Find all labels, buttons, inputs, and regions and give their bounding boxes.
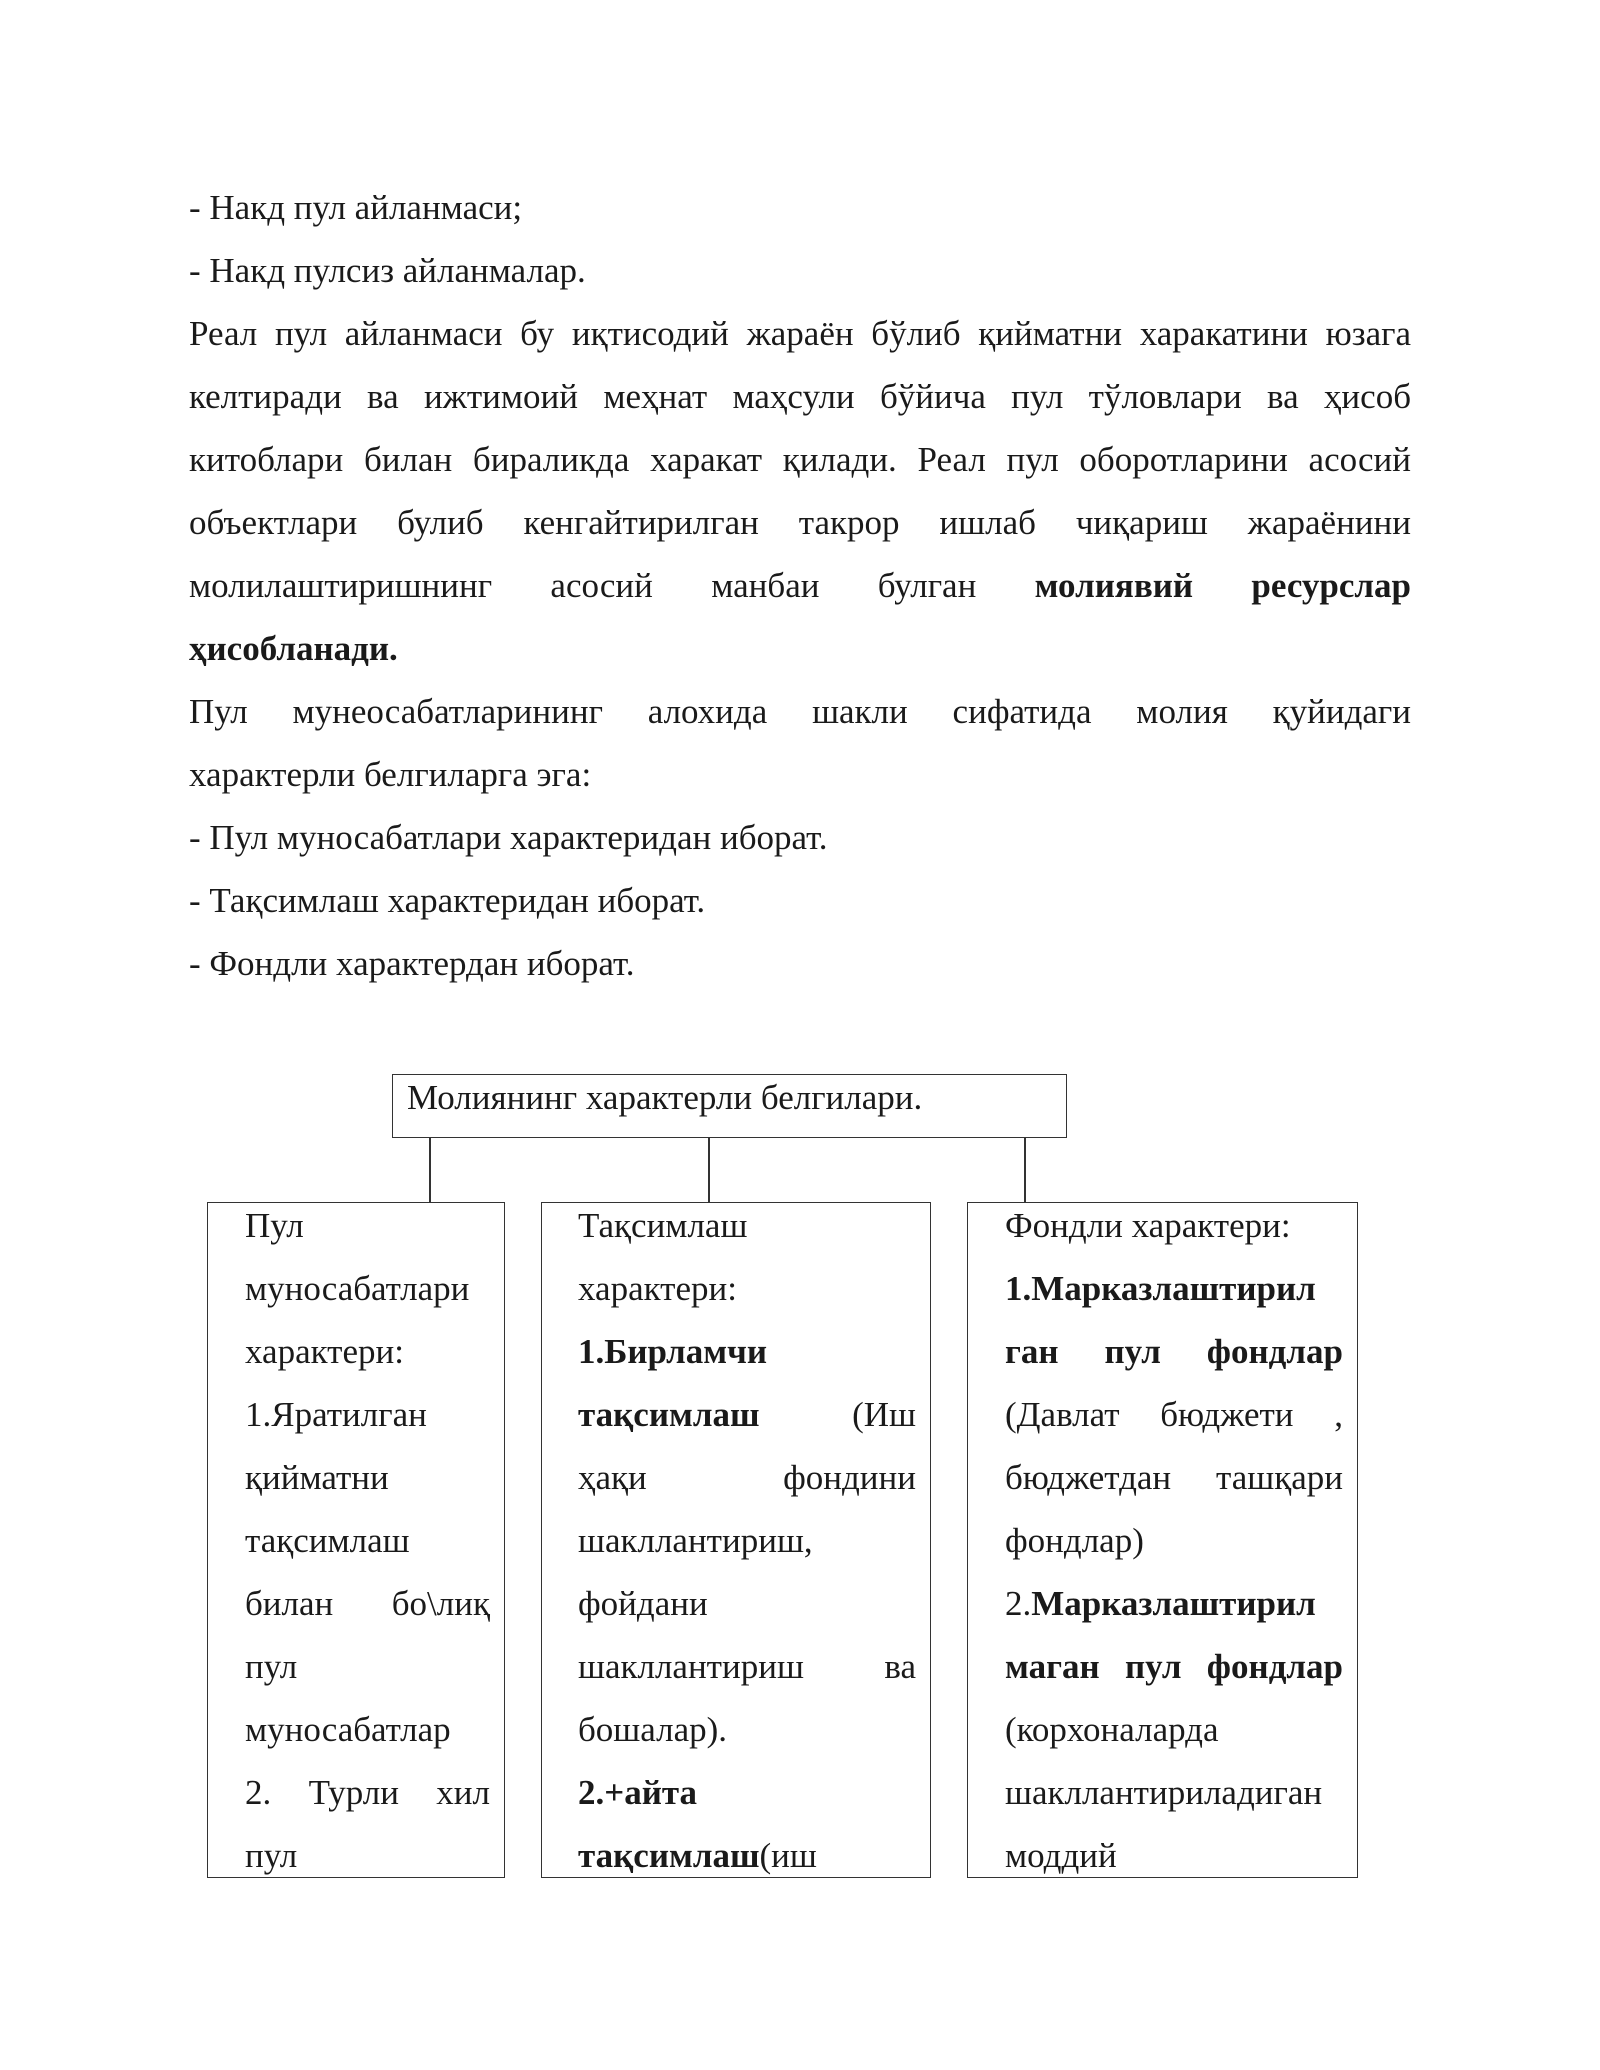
box-line: шакллантириш, (578, 1521, 813, 1560)
bold-term: Марказлаштирил (1031, 1584, 1316, 1623)
box-line: билан бо\лиқ (245, 1584, 490, 1623)
box-line: шакллантириш ва (578, 1647, 916, 1686)
box-line: муносабатлар (245, 1710, 451, 1749)
paragraph-characteristics (189, 680, 1411, 806)
bold-term: 2.+айта (578, 1773, 697, 1812)
paragraph-line: китоблари билан бираликда харакат қилади. Реал пул оборотларини асосий (189, 440, 1411, 479)
paragraph-line: келтиради ва ижтимоий меҳнат маҳсули бўйича пул тўловлари ва ҳисоб (189, 377, 1411, 416)
box-line: моддий (1005, 1836, 1117, 1875)
box-line: Тақсимлаш (578, 1206, 748, 1245)
bold-term: 1.Марказлаштирил (1005, 1269, 1316, 1308)
box-line: характери: (245, 1332, 404, 1371)
box-line: ҳақи фондини (578, 1458, 916, 1497)
box-line (1005, 1635, 1343, 1698)
box-line: тақсимлаш (245, 1521, 410, 1560)
box-line: (Давлат бюджети , (1005, 1395, 1343, 1434)
box-line: пул (245, 1647, 298, 1686)
paragraph-line (189, 554, 1411, 617)
paragraph-real-money (189, 302, 1411, 680)
box-fund-text (1005, 1194, 1343, 1887)
bold-term: маган пул фондлар (1005, 1647, 1343, 1686)
box-line: пул (245, 1836, 298, 1875)
paragraph-line: Реал пул айланмаси бу иқтисодий жараён бўлиб қийматни харакатини юзага (189, 314, 1411, 353)
box-text-normal: (иш (759, 1836, 817, 1875)
box-line (578, 1383, 916, 1446)
diagram-top-box (392, 1074, 1067, 1138)
box-line: фондлар) (1005, 1521, 1144, 1560)
box-line: шакллантириладиган (1005, 1773, 1323, 1812)
box-line: муносабатлари (245, 1269, 470, 1308)
list-item: - Накд пул айланмаси; (189, 188, 523, 227)
bold-term: ҳисобланади. (189, 629, 398, 668)
box-line (1005, 1257, 1343, 1320)
box-line: фойдани (578, 1584, 708, 1623)
paragraph-line: Пул мунеосабатларининг алохида шакли сифатида молия қуйидаги (189, 692, 1411, 731)
paragraph-line (189, 617, 1411, 680)
list-item: - Пул муносабатлари характеридан иборат. (189, 818, 828, 857)
list-characteristics (189, 806, 1411, 995)
list-item: - Накд пулсиз айланмалар. (189, 251, 586, 290)
box-line: характери: (578, 1269, 737, 1308)
bold-term: 1.Бирламчи (578, 1332, 768, 1371)
box-line: (корхоналарда (1005, 1710, 1219, 1749)
box-text-normal: 2. (1005, 1584, 1032, 1623)
box-line (1005, 1572, 1343, 1635)
box-distribution-text (578, 1194, 916, 1887)
diagram-top-label: Молиянинг характерли белгилари. (407, 1078, 923, 1117)
bold-term: тақсимлаш (578, 1395, 760, 1434)
paragraph-line: характерли белгиларга эга: (189, 755, 592, 794)
box-line: бошалар). (578, 1710, 728, 1749)
box-line: 2. Турли хил (245, 1773, 490, 1812)
bold-term: молиявий ресурслар (1034, 566, 1412, 605)
box-line (578, 1761, 916, 1824)
box-line (578, 1824, 916, 1887)
paragraph-line: объектлари булиб кенгайтирилган такрор ишлаб чиқариш жараёнини (189, 503, 1411, 542)
list-cash (189, 176, 1411, 302)
box-line: бюджетдан ташқари (1005, 1458, 1343, 1497)
box-line: Фондли характери: (1005, 1206, 1291, 1245)
box-text-normal: (Иш (852, 1395, 916, 1434)
bold-term: тақсимлаш (578, 1836, 760, 1875)
list-item: - Фондли характердан иборат. (189, 944, 635, 983)
box-money-relations-text (245, 1194, 490, 1887)
box-line: Пул (245, 1206, 304, 1245)
box-line: 1.Яратилган (245, 1395, 427, 1434)
box-line (1005, 1320, 1343, 1383)
box-line: қийматни (245, 1458, 389, 1497)
bold-term: ган пул фондлар (1005, 1332, 1343, 1371)
box-line (578, 1320, 916, 1383)
list-item: - Тақсимлаш характеридан иборат. (189, 881, 706, 920)
paragraph-text: молилаштиришнинг асосий манбаи булган (189, 566, 977, 605)
